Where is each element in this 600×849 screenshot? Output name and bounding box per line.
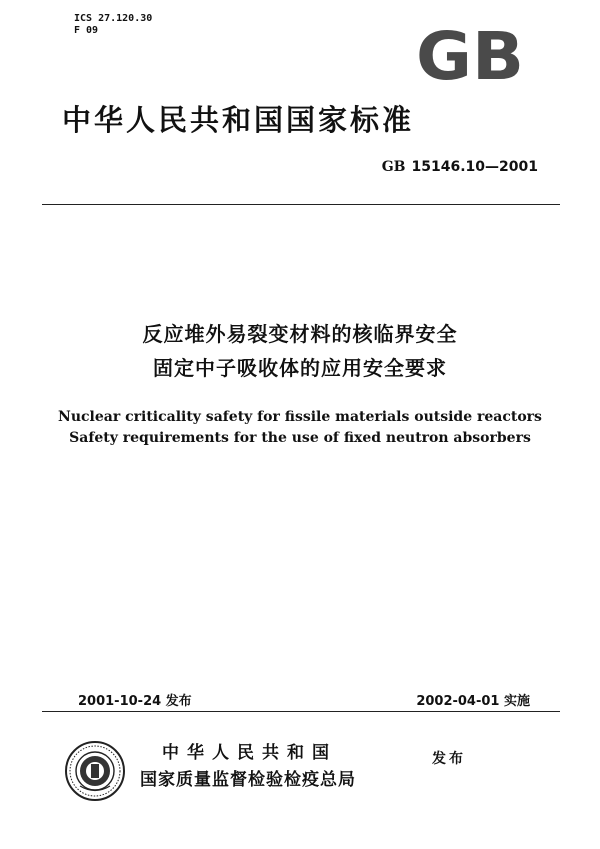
header-divider [42,204,560,205]
classification-codes [74,13,152,37]
standard-title: 中华人民共和国国家标准 [62,103,415,137]
english-title-line2: Safety requirements for the use of fixed neutron absorbers [69,430,531,446]
ccs-code: F 09 [74,25,99,36]
standard-number [382,159,538,175]
publisher-block [140,738,356,790]
standard-number-value: 15146.10—2001 [411,159,538,175]
gb-logo [414,22,526,86]
publisher-line1: 中华人民共和国 [162,743,337,763]
standard-number-prefix: GB [381,159,406,175]
chinese-title-line2: 固定中子吸收体的应用安全要求 [153,356,447,380]
publisher-line2: 国家质量监督检验检疫总局 [140,770,356,790]
footer-divider [42,711,560,712]
issue-date: 2001-10-24 发布 [78,694,192,709]
chinese-title-line1: 反应堆外易裂变材料的核临界安全 [142,322,458,346]
gb-logo-text: GB [416,22,524,86]
publisher-seal-icon [64,740,126,802]
implementation-date: 2002-04-01 实施 [416,694,530,709]
english-title-line1: Nuclear criticality safety for fissile materials outside reactors [58,409,542,425]
publisher-issue-label: 发布 [432,751,466,767]
ics-code: ICS 27.120.30 [74,13,153,24]
